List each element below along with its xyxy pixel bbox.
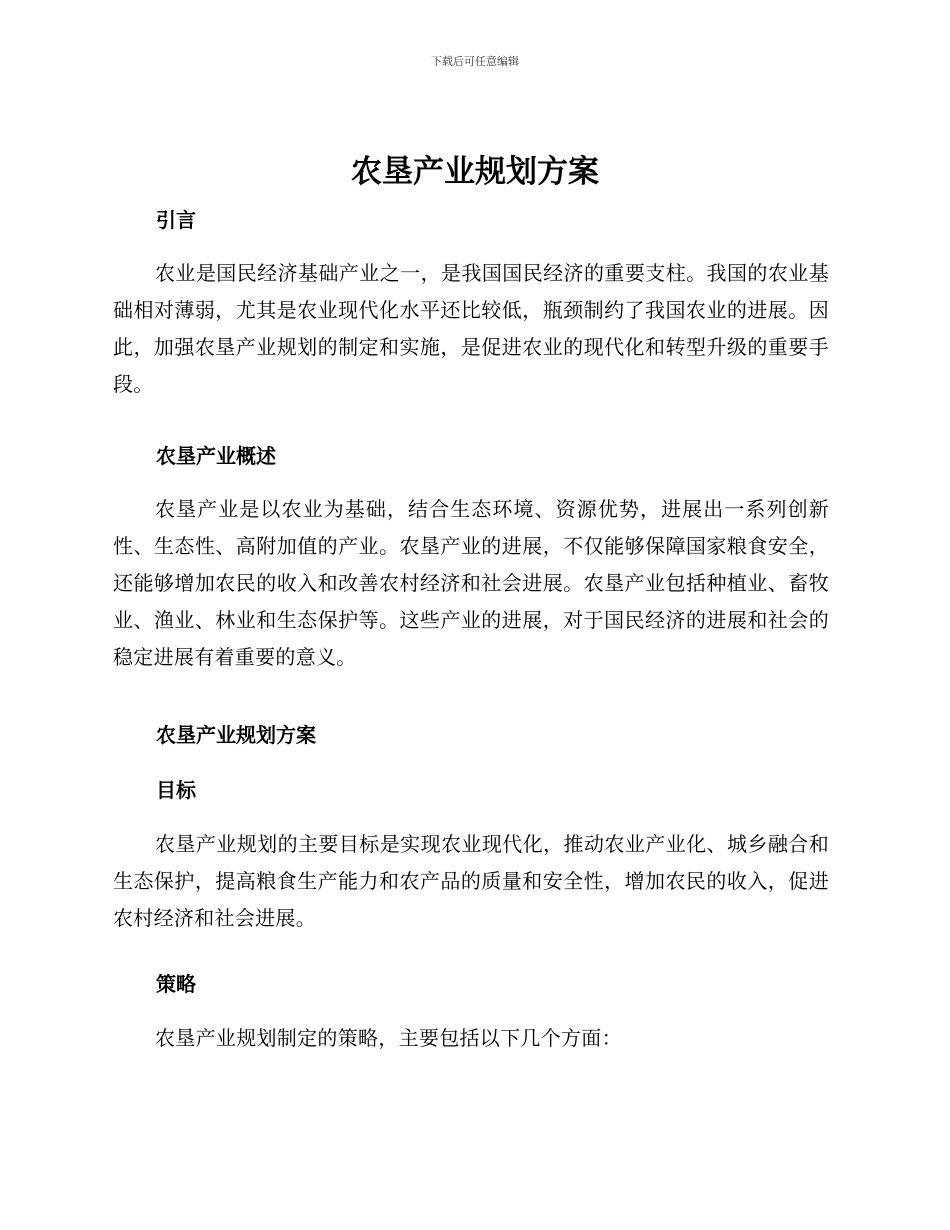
section-heading-overview: 农垦产业概述 xyxy=(156,444,276,468)
section-paragraph-strategy: 农垦产业规划制定的策略，主要包括以下几个方面： xyxy=(155,1026,622,1050)
section-heading-intro: 引言 xyxy=(156,208,196,232)
document-title: 农垦产业规划方案 xyxy=(351,154,599,190)
section-paragraph-intro: 农业是国民经济基础产业之一，是我国国民经济的重要支柱。我国的农业基础相对薄弱，尤其是农业现代化水平还比较低，瓶颈制约了我国农业的进展。因此，加强农垦产业规划的制定和实施，是促进农业的现代化和转型升级的重要手段。 xyxy=(113,261,829,396)
section-heading-strategy: 策略 xyxy=(156,972,196,996)
page-header-note: 下载后可任意编辑 xyxy=(431,55,519,68)
section-heading-goals: 目标 xyxy=(156,778,196,802)
section-heading-plan: 农垦产业规划方案 xyxy=(156,723,316,747)
section-paragraph-goals: 农垦产业规划的主要目标是实现农业现代化，推动农业产业化、城乡融合和生态保护，提高粮食生产能力和农产品的质量和安全性，增加农民的收入，促进农村经济和社会进展。 xyxy=(113,832,829,930)
section-paragraph-overview: 农垦产业是以农业为基础，结合生态环境、资源优势，进展出一系列创新性、生态性、高附加值的产业。农垦产业的进展，不仅能够保障国家粮食安全，还能够增加农民的收入和改善农村经济和社会进展。农垦产业包括种植业、畜牧业、渔业、林业和生态保护等。这些产业的进展，对于国民经济的进展和社会的稳定进展有着重要的意义。 xyxy=(113,497,829,669)
